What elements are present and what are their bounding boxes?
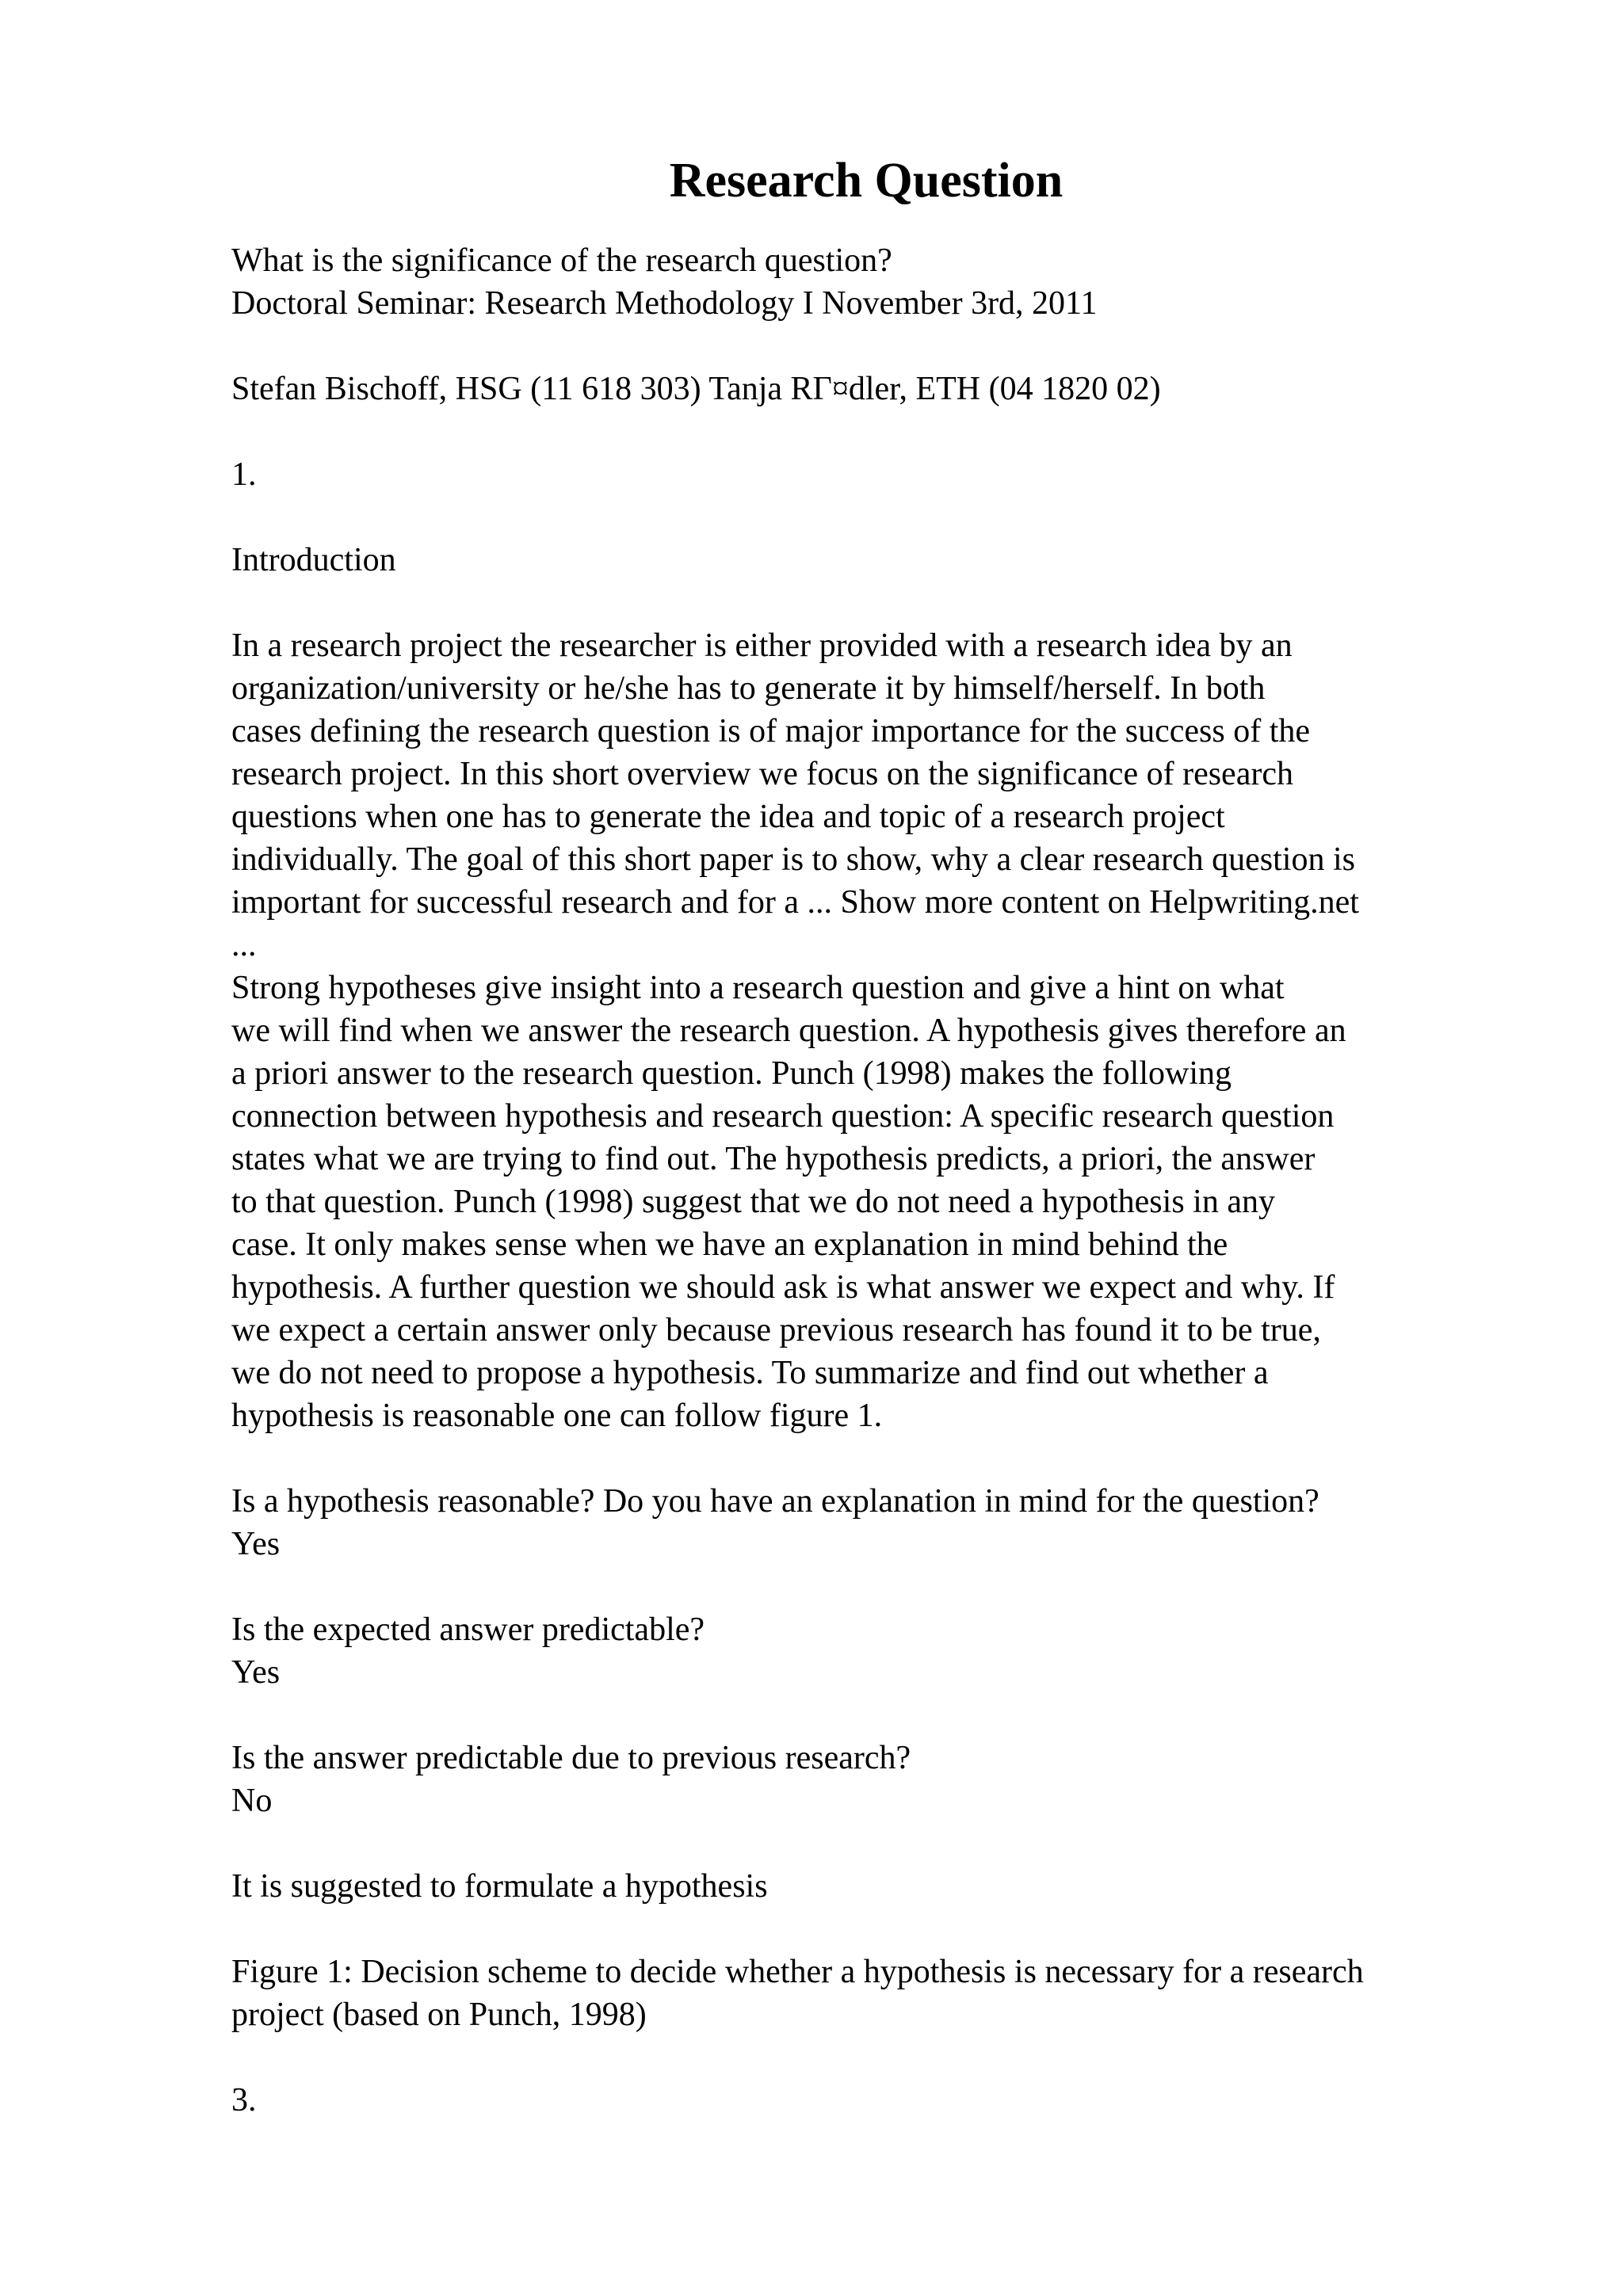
figure-caption: Figure 1: Decision scheme to decide whether a hypothesis is necessary for a research bbox=[231, 1954, 1364, 1990]
decision-answer-3: No bbox=[231, 1783, 273, 1819]
section-number: 3. bbox=[231, 2082, 257, 2119]
paragraph-line: case. It only makes sense when we have an explanation in mind behind the bbox=[231, 1226, 1228, 1263]
decision-question-3: Is the answer predictable due to previous research? bbox=[231, 1740, 911, 1776]
spacer bbox=[231, 1694, 1499, 1737]
spacer bbox=[231, 1908, 1499, 1951]
document-body bbox=[231, 239, 1499, 2122]
figure-caption-continued: project (based on Punch, 1998) bbox=[231, 1997, 647, 2033]
seminar-line: Doctoral Seminar: Research Methodology I November 3rd, 2011 bbox=[231, 285, 1098, 322]
decision-answer-1: Yes bbox=[231, 1526, 281, 1562]
paragraph-line: we expect a certain answer only because previous research has found it to be true, bbox=[231, 1312, 1321, 1348]
spacer bbox=[231, 2036, 1499, 2079]
paragraph-line: hypothesis is reasonable one can follow figure 1. bbox=[231, 1398, 883, 1434]
paragraph-line: we do not need to propose a hypothesis. To summarize and find out whether a bbox=[231, 1355, 1269, 1391]
paragraph-line: we will find when we answer the research question. A hypothesis gives therefore an bbox=[231, 1013, 1346, 1049]
intro-paragraph bbox=[231, 624, 1499, 967]
paragraph-line: Strong hypotheses give insight into a research question and give a hint on what bbox=[231, 970, 1285, 1006]
hypothesis-paragraph bbox=[231, 967, 1499, 1437]
section-number: 1. bbox=[231, 456, 257, 493]
paragraph-line: organization/university or he/she has to generate it by himself/herself. In both bbox=[231, 670, 1266, 707]
page-title: Research Question bbox=[669, 154, 1064, 208]
subtitle-question: What is the significance of the research question? bbox=[231, 242, 892, 279]
spacer bbox=[231, 1566, 1499, 1608]
spacer bbox=[231, 410, 1499, 453]
paragraph-line: connection between hypothesis and research question: A specific research question bbox=[231, 1098, 1335, 1135]
decision-answer-2: Yes bbox=[231, 1654, 281, 1691]
decision-scheme bbox=[231, 1480, 1499, 1908]
decision-question-2: Is the expected answer predictable? bbox=[231, 1611, 705, 1648]
paragraph-line: ... bbox=[231, 927, 257, 963]
spacer bbox=[231, 496, 1499, 539]
authors-line: Stefan Bischoff, HSG (11 618 303) Tanja RΓ¤dler, ETH (04 1820 02) bbox=[231, 371, 1161, 407]
decision-question-1: Is a hypothesis reasonable? Do you have an explanation in mind for the question? bbox=[231, 1483, 1319, 1520]
paragraph-line: to that question. Punch (1998) suggest that we do not need a hypothesis in any bbox=[231, 1184, 1275, 1220]
spacer bbox=[231, 1822, 1499, 1865]
section-heading: Introduction bbox=[231, 542, 396, 578]
paragraph-line: questions when one has to generate the idea and topic of a research project bbox=[231, 799, 1225, 835]
spacer bbox=[231, 1437, 1499, 1480]
paragraph-line: important for successful research and for a ... Show more content on Helpwriting.net bbox=[231, 884, 1359, 921]
paragraph-line: individually. The goal of this short paper is to show, why a clear research question is bbox=[231, 841, 1355, 878]
paragraph-line: a priori answer to the research question. Punch (1998) makes the following bbox=[231, 1055, 1232, 1092]
paragraph-line: cases defining the research question is of major importance for the success of the bbox=[231, 713, 1311, 749]
spacer bbox=[231, 325, 1499, 368]
paragraph-line: research project. In this short overview we focus on the significance of research bbox=[231, 756, 1293, 792]
paragraph-line: In a research project the researcher is either provided with a research idea by an bbox=[231, 627, 1293, 664]
spacer bbox=[231, 582, 1499, 624]
paragraph-line: states what we are trying to find out. The hypothesis predicts, a priori, the answer bbox=[231, 1141, 1316, 1177]
decision-conclusion: It is suggested to formulate a hypothesis bbox=[231, 1868, 768, 1905]
paragraph-line: hypothesis. A further question we should ask is what answer we expect and why. If bbox=[231, 1269, 1335, 1306]
